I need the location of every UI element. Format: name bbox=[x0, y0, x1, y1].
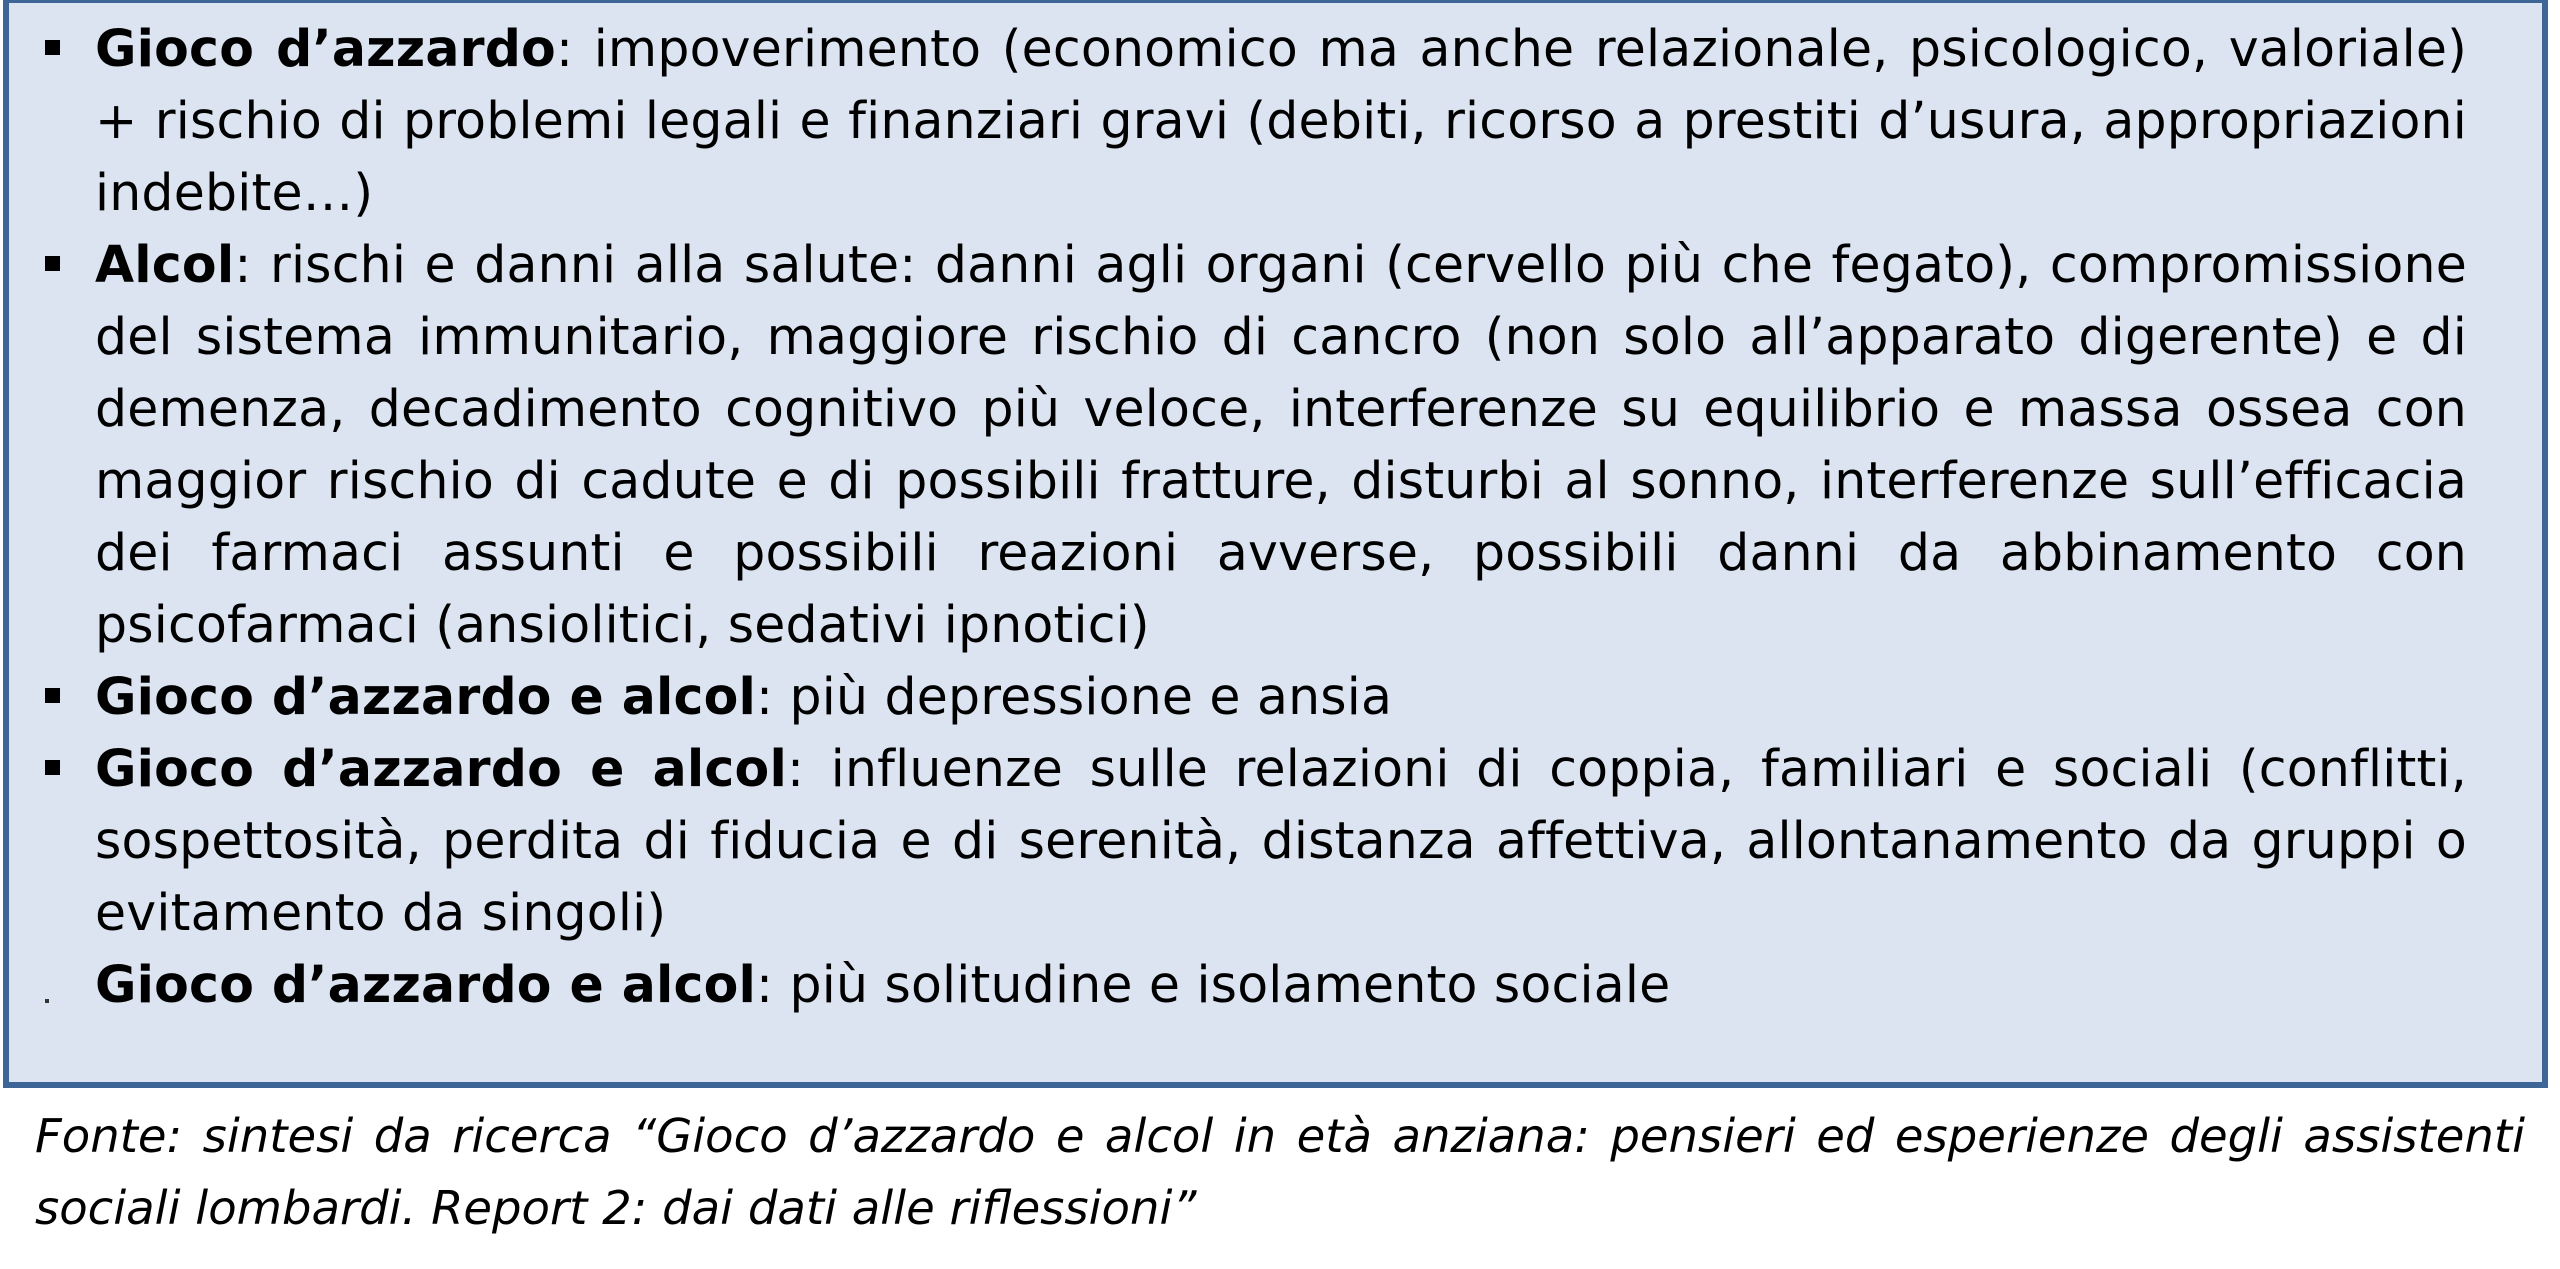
square-bullet-icon bbox=[45, 688, 60, 703]
item-label: Gioco d’azzardo bbox=[95, 19, 556, 78]
square-bullet-icon bbox=[45, 40, 60, 55]
item-label: Gioco d’azzardo e alcol bbox=[95, 667, 757, 726]
list-item bbox=[9, 733, 2542, 949]
dot-bullet-icon bbox=[45, 999, 49, 1003]
item-text: : influenze sulle relazioni di coppia, familiari e sociali (conflitti, sospettosità, perdita di fiducia e di serenità, distanza affettiva, allontanamento da gruppi o evitamento da singoli) bbox=[95, 739, 2467, 942]
summary-box bbox=[3, 0, 2548, 1088]
item-label: Gioco d’azzardo e alcol bbox=[95, 739, 787, 798]
item-text: : impoverimento (economico ma anche relazionale, psicologico, valoriale) + rischio di problemi legali e finanziari gravi (debiti, ricorso a prestiti d’usura, appropriazioni indebite…) bbox=[95, 19, 2468, 222]
square-bullet-icon bbox=[45, 760, 60, 775]
item-text: : più depressione e ansia bbox=[756, 667, 1393, 726]
list-item bbox=[9, 229, 2542, 661]
item-text: : rischi e danni alla salute: danni agli organi (cervello più che fegato), compromissione del sistema immunitario, maggiore rischio di cancro (non solo all’apparato digerente) e di demenza, decadimento cognitivo più veloce, interferenze su equilibrio e massa ossea con maggior rischio di cadute e di possibili fratture, disturbi al sonno, interferenze sull’efficacia dei farmaci assunti e possibili reazioni avverse, possibili danni da abbinamento con psicofarmaci (ansiolitici, sedativi ipnotici) bbox=[95, 235, 2467, 654]
item-label: Alcol bbox=[95, 235, 235, 294]
list-item bbox=[9, 949, 2542, 1021]
list-item bbox=[9, 13, 2542, 229]
item-text: : più solitudine e isolamento sociale bbox=[756, 955, 1671, 1014]
list-item bbox=[9, 661, 2542, 733]
item-label: Gioco d’azzardo e alcol bbox=[95, 955, 757, 1014]
bullet-list bbox=[9, 13, 2542, 1021]
source-caption: Fonte: sintesi da ricerca “Gioco d’azzardo e alcol in età anziana: pensieri ed esperienze degli assistenti sociali lombardi. Report 2: dai dati alle riflessioni” bbox=[35, 1109, 2525, 1235]
square-bullet-icon bbox=[45, 256, 60, 271]
